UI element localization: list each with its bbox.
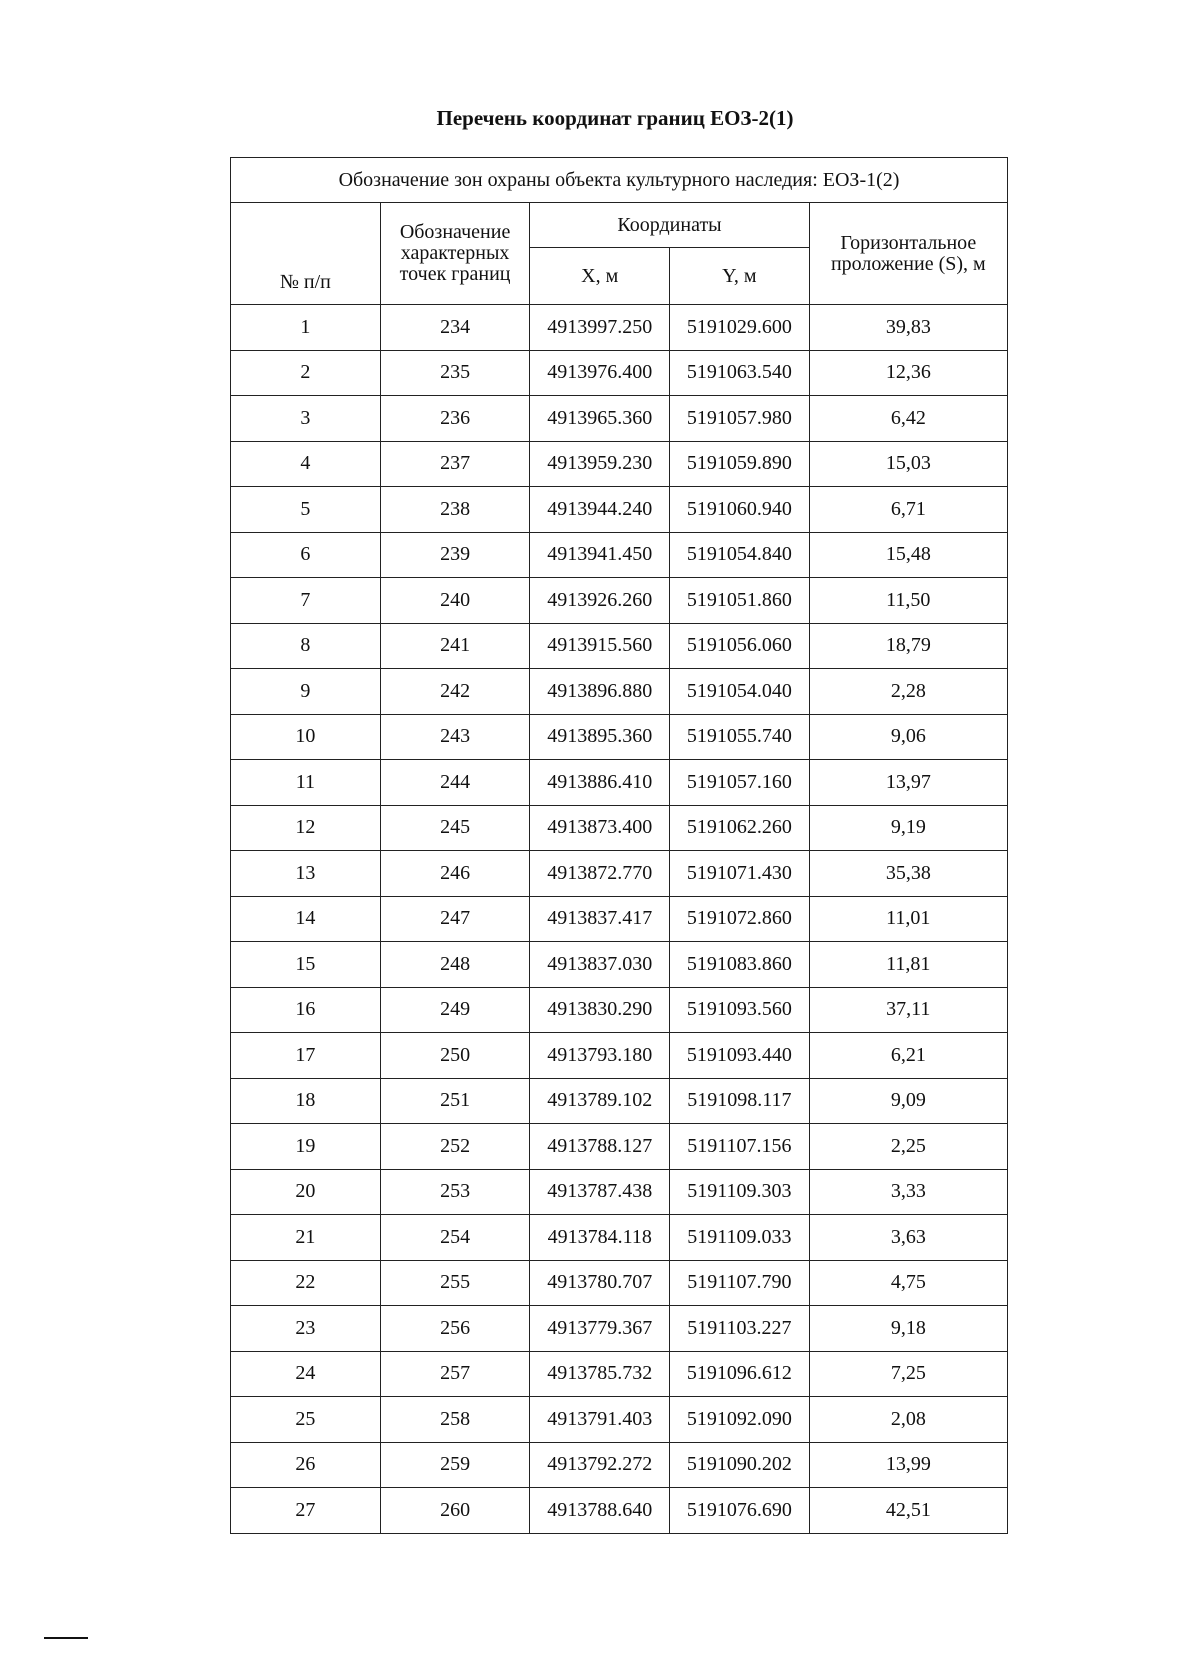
table-row	[231, 714, 1008, 760]
coord-x-cell: 4913837.417	[530, 896, 670, 942]
row-number-cell: 4	[231, 441, 381, 487]
coord-x-cell: 4913788.127	[530, 1124, 670, 1170]
header-x: X, м	[530, 248, 670, 305]
point-id-cell: 241	[380, 623, 530, 669]
row-number-cell: 13	[231, 851, 381, 897]
table-row	[231, 578, 1008, 624]
distance-cell: 15,03	[809, 441, 1007, 487]
row-number-cell: 21	[231, 1215, 381, 1261]
coord-x-cell: 4913896.880	[530, 669, 670, 715]
table-row	[231, 1260, 1008, 1306]
distance-cell: 35,38	[809, 851, 1007, 897]
distance-cell: 4,75	[809, 1260, 1007, 1306]
table-row	[231, 396, 1008, 442]
distance-cell: 37,11	[809, 987, 1007, 1033]
distance-cell: 2,28	[809, 669, 1007, 715]
coord-y-cell: 5191107.790	[670, 1260, 810, 1306]
footnote-separator	[44, 1637, 88, 1639]
point-id-cell: 257	[380, 1351, 530, 1397]
table-row	[231, 1078, 1008, 1124]
coord-y-cell: 5191090.202	[670, 1442, 810, 1488]
row-number-cell: 1	[231, 305, 381, 351]
table-row	[231, 1033, 1008, 1079]
table-row	[231, 851, 1008, 897]
coord-y-cell: 5191107.156	[670, 1124, 810, 1170]
coord-y-cell: 5191054.840	[670, 532, 810, 578]
point-id-cell: 240	[380, 578, 530, 624]
distance-cell: 11,01	[809, 896, 1007, 942]
coord-y-cell: 5191093.440	[670, 1033, 810, 1079]
row-number-cell: 12	[231, 805, 381, 851]
coord-y-cell: 5191109.033	[670, 1215, 810, 1261]
coord-x-cell: 4913915.560	[530, 623, 670, 669]
point-id-cell: 244	[380, 760, 530, 806]
point-id-cell: 238	[380, 487, 530, 533]
point-id-cell: 255	[380, 1260, 530, 1306]
row-number-cell: 26	[231, 1442, 381, 1488]
point-id-cell: 245	[380, 805, 530, 851]
point-id-cell: 234	[380, 305, 530, 351]
row-number-cell: 6	[231, 532, 381, 578]
row-number-cell: 7	[231, 578, 381, 624]
coord-y-cell: 5191054.040	[670, 669, 810, 715]
coord-y-cell: 5191029.600	[670, 305, 810, 351]
zone-caption: Обозначение зон охраны объекта культурного наследия: ЕОЗ-1(2)	[231, 158, 1008, 203]
header-coords: Координаты	[530, 203, 809, 248]
distance-cell: 9,19	[809, 805, 1007, 851]
distance-cell: 13,97	[809, 760, 1007, 806]
coord-y-cell: 5191057.160	[670, 760, 810, 806]
row-number-cell: 16	[231, 987, 381, 1033]
table-row	[231, 441, 1008, 487]
coord-x-cell: 4913830.290	[530, 987, 670, 1033]
zone-caption-row	[231, 158, 1008, 203]
table-row	[231, 805, 1008, 851]
coord-y-cell: 5191098.117	[670, 1078, 810, 1124]
coord-x-cell: 4913788.640	[530, 1488, 670, 1534]
row-number-cell: 8	[231, 623, 381, 669]
point-id-cell: 259	[380, 1442, 530, 1488]
table-row	[231, 1442, 1008, 1488]
distance-cell: 18,79	[809, 623, 1007, 669]
table-row	[231, 669, 1008, 715]
coord-y-cell: 5191093.560	[670, 987, 810, 1033]
coord-y-cell: 5191076.690	[670, 1488, 810, 1534]
distance-cell: 3,33	[809, 1169, 1007, 1215]
point-id-cell: 253	[380, 1169, 530, 1215]
point-id-cell: 258	[380, 1397, 530, 1443]
row-number-cell: 2	[231, 350, 381, 396]
coord-y-cell: 5191109.303	[670, 1169, 810, 1215]
table-row	[231, 896, 1008, 942]
distance-cell: 9,18	[809, 1306, 1007, 1352]
coord-x-cell: 4913959.230	[530, 441, 670, 487]
header-row-1	[231, 203, 1008, 248]
coord-x-cell: 4913895.360	[530, 714, 670, 760]
distance-cell: 9,09	[809, 1078, 1007, 1124]
point-id-cell: 242	[380, 669, 530, 715]
row-number-cell: 15	[231, 942, 381, 988]
point-id-cell: 249	[380, 987, 530, 1033]
coord-x-cell: 4913872.770	[530, 851, 670, 897]
coord-y-cell: 5191096.612	[670, 1351, 810, 1397]
coord-x-cell: 4913784.118	[530, 1215, 670, 1261]
row-number-cell: 3	[231, 396, 381, 442]
row-number-cell: 5	[231, 487, 381, 533]
coord-x-cell: 4913976.400	[530, 350, 670, 396]
row-number-cell: 9	[231, 669, 381, 715]
coord-y-cell: 5191062.260	[670, 805, 810, 851]
row-number-cell: 20	[231, 1169, 381, 1215]
table-row	[231, 532, 1008, 578]
point-id-cell: 236	[380, 396, 530, 442]
distance-cell: 2,08	[809, 1397, 1007, 1443]
row-number-cell: 17	[231, 1033, 381, 1079]
row-number-cell: 11	[231, 760, 381, 806]
distance-cell: 13,99	[809, 1442, 1007, 1488]
row-number-cell: 22	[231, 1260, 381, 1306]
coord-x-cell: 4913787.438	[530, 1169, 670, 1215]
coord-y-cell: 5191059.890	[670, 441, 810, 487]
table-body	[231, 305, 1008, 1534]
coord-x-cell: 4913886.410	[530, 760, 670, 806]
table-row	[231, 305, 1008, 351]
coord-x-cell: 4913941.450	[530, 532, 670, 578]
coord-y-cell: 5191083.860	[670, 942, 810, 988]
table-row	[231, 1488, 1008, 1534]
point-id-cell: 252	[380, 1124, 530, 1170]
table-row	[231, 1397, 1008, 1443]
distance-cell: 11,81	[809, 942, 1007, 988]
row-number-cell: 27	[231, 1488, 381, 1534]
distance-cell: 7,25	[809, 1351, 1007, 1397]
point-id-cell: 256	[380, 1306, 530, 1352]
coord-y-cell: 5191051.860	[670, 578, 810, 624]
row-number-cell: 25	[231, 1397, 381, 1443]
distance-cell: 11,50	[809, 578, 1007, 624]
table-row	[231, 1169, 1008, 1215]
coord-x-cell: 4913944.240	[530, 487, 670, 533]
coord-x-cell: 4913780.707	[530, 1260, 670, 1306]
distance-cell: 2,25	[809, 1124, 1007, 1170]
point-id-cell: 239	[380, 532, 530, 578]
coord-x-cell: 4913837.030	[530, 942, 670, 988]
point-id-cell: 247	[380, 896, 530, 942]
row-number-cell: 19	[231, 1124, 381, 1170]
point-id-cell: 248	[380, 942, 530, 988]
header-y: Y, м	[670, 248, 810, 305]
distance-cell: 39,83	[809, 305, 1007, 351]
coord-x-cell: 4913926.260	[530, 578, 670, 624]
distance-cell: 12,36	[809, 350, 1007, 396]
coord-y-cell: 5191057.980	[670, 396, 810, 442]
coord-y-cell: 5191103.227	[670, 1306, 810, 1352]
header-distance: Горизонтальное проложение (S), м	[809, 203, 1007, 305]
coord-x-cell: 4913785.732	[530, 1351, 670, 1397]
document-title: Перечень координат границ ЕОЗ-2(1)	[436, 106, 794, 130]
distance-cell: 42,51	[809, 1488, 1007, 1534]
coord-x-cell: 4913965.360	[530, 396, 670, 442]
distance-cell: 6,21	[809, 1033, 1007, 1079]
table-row	[231, 1215, 1008, 1261]
header-point: Обозначение характерных точек границ	[380, 203, 530, 305]
point-id-cell: 235	[380, 350, 530, 396]
coord-y-cell: 5191056.060	[670, 623, 810, 669]
coord-x-cell: 4913793.180	[530, 1033, 670, 1079]
row-number-cell: 23	[231, 1306, 381, 1352]
table-row	[231, 1306, 1008, 1352]
point-id-cell: 260	[380, 1488, 530, 1534]
header-num: № п/п	[231, 203, 381, 305]
row-number-cell: 10	[231, 714, 381, 760]
table-row	[231, 350, 1008, 396]
point-id-cell: 246	[380, 851, 530, 897]
distance-cell: 15,48	[809, 532, 1007, 578]
coord-x-cell: 4913873.400	[530, 805, 670, 851]
table-row	[231, 987, 1008, 1033]
row-number-cell: 18	[231, 1078, 381, 1124]
coord-y-cell: 5191092.090	[670, 1397, 810, 1443]
row-number-cell: 24	[231, 1351, 381, 1397]
point-id-cell: 250	[380, 1033, 530, 1079]
table-row	[231, 1351, 1008, 1397]
coord-x-cell: 4913792.272	[530, 1442, 670, 1488]
distance-cell: 6,71	[809, 487, 1007, 533]
coord-x-cell: 4913997.250	[530, 305, 670, 351]
table-row	[231, 623, 1008, 669]
point-id-cell: 254	[380, 1215, 530, 1261]
coordinates-table	[230, 157, 1008, 1534]
table-row	[231, 760, 1008, 806]
row-number-cell: 14	[231, 896, 381, 942]
point-id-cell: 243	[380, 714, 530, 760]
table-row	[231, 487, 1008, 533]
coord-y-cell: 5191063.540	[670, 350, 810, 396]
coord-x-cell: 4913789.102	[530, 1078, 670, 1124]
point-id-cell: 251	[380, 1078, 530, 1124]
distance-cell: 3,63	[809, 1215, 1007, 1261]
point-id-cell: 237	[380, 441, 530, 487]
distance-cell: 9,06	[809, 714, 1007, 760]
distance-cell: 6,42	[809, 396, 1007, 442]
coord-x-cell: 4913779.367	[530, 1306, 670, 1352]
coord-y-cell: 5191071.430	[670, 851, 810, 897]
table-row	[231, 1124, 1008, 1170]
coord-y-cell: 5191055.740	[670, 714, 810, 760]
coord-x-cell: 4913791.403	[530, 1397, 670, 1443]
table-row	[231, 942, 1008, 988]
coord-y-cell: 5191060.940	[670, 487, 810, 533]
coord-y-cell: 5191072.860	[670, 896, 810, 942]
